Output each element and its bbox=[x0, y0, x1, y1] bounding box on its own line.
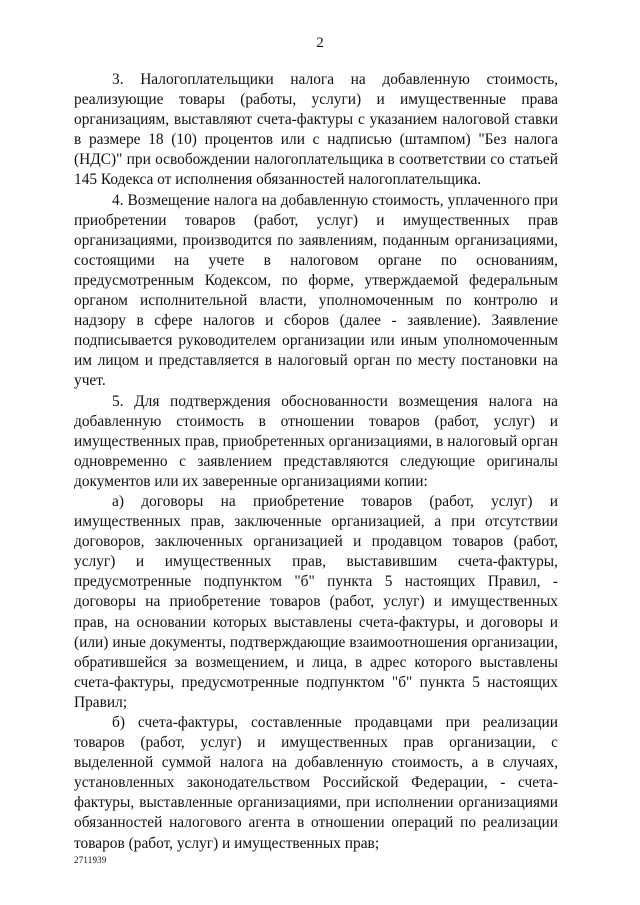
paragraph-3: 3. Налогоплательщики налога на добавленную стоимость, реализующие товары (работы, услуги) и имущественные права организациям, выставляют счета-фактуры с указанием налоговой ставки в размере 18 (10) процентов или с надписью (штампом) "Без налога (НДС)" при освобождении налогоплательщика в соответствии со статьей 145 Кодекса от исполнения обязанностей налогоплательщика. bbox=[74, 71, 558, 189]
document-code: 2711939 bbox=[74, 855, 107, 865]
subparagraph-a: а) договоры на приобретение товаров (работ, услуг) и имущественных прав, заключенные организацией, а при отсутствии договоров, заключенных организацией и продавцом товаров (работ, услуг) и имущественных прав, выставившим счета-фактуры, предусмотренные подпунктом "б" пункта 5 настоящих Правил, - договоры на приобретение товаров (работ, услуг) и имущественных прав, на основании которых выставлены счета-фактуры, и договоры и (или) иные документы, подтверждающие взаимоотношения организации, обратившейся за возмещением, и лица, в адрес которого выставлены счета-фактуры, предусмотренные подпунктом "б" пункта 5 настоящих Правил; bbox=[74, 492, 558, 711]
subparagraph-b: б) счета-фактуры, составленные продавцами при реализации товаров (работ, услуг) и имущественных прав организации, с выделенной суммой налога на добавленную стоимость, а в случаях, установленных законодательством Российской Федерации, - счета-фактуры, выставленные организациями, при исполнении организациями обязанностей налогового агента в отношении операций по реализации товаров (работ, услуг) и имущественных прав; bbox=[74, 714, 558, 852]
paragraph-5: 5. Для подтверждения обоснованности возмещения налога на добавленную стоимость в отношении товаров (работ, услуг) и имущественных прав, приобретенных организациями, в налоговый орган одновременно с заявлением представляются следующие оригиналы документов или их заверенные организациями копии: bbox=[74, 392, 558, 490]
paragraph-4: 4. Возмещение налога на добавленную стоимость, уплаченного при приобретении товаров (работ, услуг) и имущественных прав организациями, производится по заявлениям, поданным организациями, состоящими на учете в налоговом органе по основаниям, предусмотренным Кодексом, по форме, утверждаемой федеральным органом исполнительной власти, уполномоченным по контролю и надзору в сфере налогов и сборов (далее - заявление). Заявление подписывается руководителем организации или иным уполномоченным им лицом и представляется в налоговый орган по месту постановки на учет. bbox=[74, 191, 558, 390]
document-body bbox=[74, 70, 558, 854]
page-number: 2 bbox=[316, 35, 324, 51]
